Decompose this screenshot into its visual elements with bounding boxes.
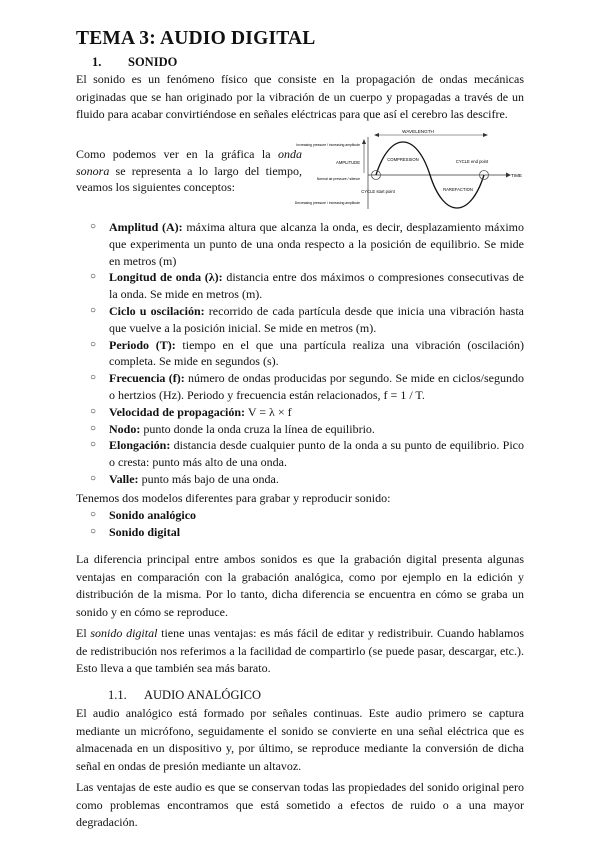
concept-text: distancia desde cualquier punto de la onda a su punto de equilibrio. Pico o cresta: punto más alto de una onda. [109, 438, 524, 470]
bullet-circle-icon: ○ [90, 221, 97, 232]
wavelength-arrow-left [374, 133, 379, 137]
normal-pressure-label: Normal air pressure / silence [316, 177, 360, 181]
section-number: 1. [92, 55, 102, 69]
rarefaction-label: RAREFACTION [443, 187, 473, 192]
bullet-circle-icon: ○ [90, 525, 97, 537]
concept-item [76, 404, 524, 421]
bullet-circle-icon: ○ [90, 439, 97, 451]
section-title: SONIDO [128, 55, 178, 69]
concept-term: Longitud de onda (λ): [109, 270, 223, 285]
wavelength-arrow-right [483, 133, 488, 137]
section-heading-sonido [92, 55, 177, 70]
sound-wave-figure [294, 125, 524, 209]
amplitude-arrow-head [362, 139, 366, 144]
concept-item [76, 471, 524, 488]
concept-text: número de ondas producidas por segundo. Se mide en ciclos/segundo o hertzios (Hz). Periodo y frecuencia están relacionados, f = 1 / T. [109, 371, 524, 402]
concept-text: V = λ × f [245, 404, 292, 419]
cycle-start-label: CYCLE start point [361, 189, 395, 194]
subsection-number: 1.1. [108, 688, 127, 702]
wavelength-label: WAVELENGTH [402, 129, 434, 134]
bullet-circle-icon: ○ [90, 422, 97, 434]
bullet-circle-icon: ○ [90, 509, 97, 520]
concept-text: recorrido de cada partícula desde que inicia una vibración hasta que vuelve a la posición inicial. Se mide en metros (m). [109, 303, 525, 335]
cycle-end-label: CYCLE end point [455, 159, 489, 164]
concept-term: Velocidad de propagación: [109, 404, 246, 419]
concept-text: punto más bajo de una onda. [138, 471, 279, 486]
digital-text-after: tiene unas ventajas: es más fácil de editar y redistribuir. Cuando hablamos de redistribución nos referimos a la facilidad de compartirlo (se puede pasar, descargar, etc.). Esto lleva a que también sea más barato. [76, 626, 525, 676]
concept-item [76, 370, 524, 404]
intro-graph-text-after: se representa a lo largo del tiempo, veamos los siguientes conceptos: [76, 163, 302, 194]
concept-item [76, 421, 524, 438]
concept-text: máxima altura que alcanza la onda, es decir, desplazamiento máximo que experimenta un punto de una onda respecto a la posición de equilibrio. Se mide en metros (m) [109, 220, 524, 268]
time-label: TIME [511, 173, 522, 178]
page-title: TEMA 3: AUDIO DIGITAL [76, 28, 316, 49]
intro-graph-paragraph [76, 146, 302, 196]
increasing-pressure-label: Increasing pressure / increasing amplitude [296, 143, 360, 147]
concept-term: Periodo (T): [109, 337, 176, 352]
intro-paragraph: El sonido es un fenómeno físico que consiste en la propagación de ondas mecánicas originadas que se han originado por la vibración de un cuerpo y propagadas a través de un fluido para acabar convirtiéndose en señales eléctricas para que así el cerebro las descifre. [76, 72, 524, 122]
digital-paragraph [76, 625, 524, 678]
concept-term: Frecuencia (f): [109, 371, 185, 386]
intro-graph-text-before: Como podemos ver en la gráfica la [76, 147, 278, 161]
intro-graph-italic: onda sonora [76, 147, 302, 178]
models-list [76, 507, 524, 541]
concept-item [76, 337, 524, 371]
concept-term: Elongación: [109, 438, 171, 453]
subsection-title: AUDIO ANALÓGICO [144, 688, 262, 702]
model-item [76, 524, 524, 541]
concept-item [76, 303, 524, 337]
concept-text: punto donde la onda cruza la línea de equilibrio. [140, 421, 375, 436]
concept-text: distancia entre dos máximos o compresiones consecutivas de la onda. Se mide en metros (m). [109, 270, 525, 302]
concept-term: Valle: [109, 471, 139, 486]
concept-term: Nodo: [109, 421, 141, 436]
bullet-circle-icon: ○ [90, 405, 97, 417]
decreasing-pressure-label: Decreasing pressure / increasing amplitude [294, 201, 360, 205]
concept-term: Ciclo u oscilación: [109, 303, 205, 318]
concept-text: tiempo en el que una partícula realiza una vibración (oscilación) completa. Se mide en segundos (s). [109, 337, 525, 369]
analog-paragraph: El audio analógico está formado por señales continuas. Este audio primero se captura mediante un micrófono, seguidamente el sonido se convierte en una señal eléctrica que es almacenada en un dispositivo y, por último, se reproduce mediante la conversión de dicha señal en ondas de presión mediante un altavoz. [76, 706, 524, 773]
model-label: Sonido analógico [109, 508, 197, 522]
bullet-circle-icon: ○ [90, 472, 97, 484]
concepts-list [76, 219, 524, 488]
model-label: Sonido digital [109, 524, 181, 539]
subsection-heading-audio-analogico [108, 688, 261, 703]
digital-italic: sonido digital [90, 626, 158, 640]
models-intro: Tenemos dos modelos diferentes para grabar y reproducir sonido: [76, 491, 391, 505]
model-item [76, 507, 524, 524]
concept-item [76, 219, 524, 269]
amplitude-label: AMPLITUDE [336, 160, 360, 165]
bullet-circle-icon: ○ [90, 372, 97, 384]
compression-label: COMPRESSION [387, 157, 419, 162]
bullet-circle-icon: ○ [90, 304, 97, 316]
concept-item [76, 437, 524, 471]
bullet-circle-icon: ○ [90, 338, 97, 350]
digital-text-before: El [76, 626, 91, 640]
concept-term: Amplitud (A): [109, 220, 183, 234]
concept-item [76, 269, 524, 303]
bullet-circle-icon: ○ [90, 271, 97, 283]
advantages-paragraph: Las ventajas de este audio es que se conservan todas las propiedades del sonido original pero como problemas encontramos que está sometido a efectos de ruido o a una mayor degradación. [76, 780, 524, 830]
difference-paragraph: La diferencia principal entre ambos sonidos es que la grabación digital presenta algunas ventajas en comparación con la grabación analógica, como por ejemplo en la edición y distribución de la misma. Por lo tanto, dicha diferencia se encuentra en cómo se graba un sonido y en cómo se reproduce. [76, 552, 524, 619]
